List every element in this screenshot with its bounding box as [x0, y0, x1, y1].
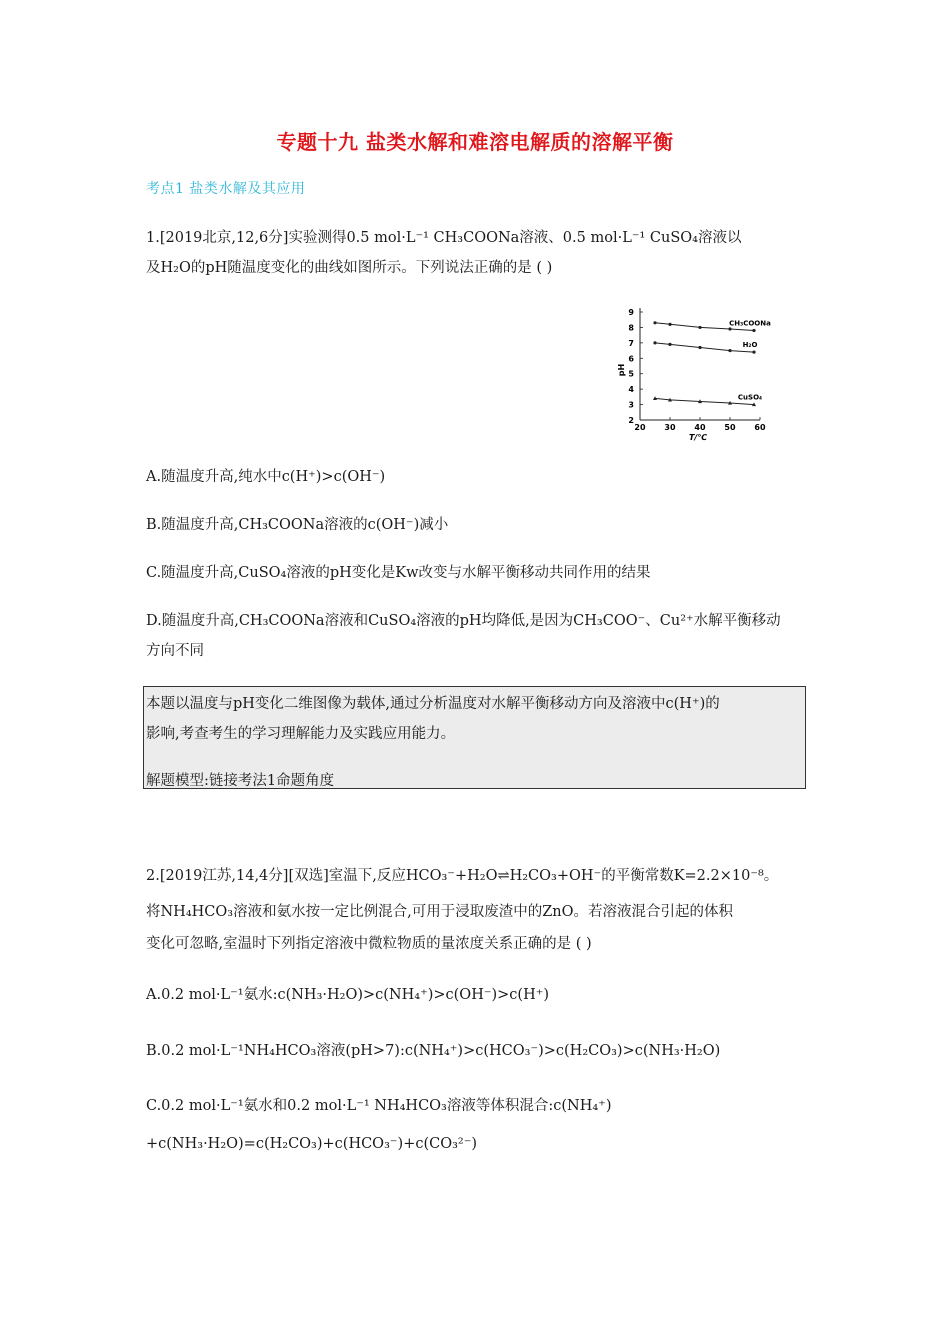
data-point: [668, 343, 671, 346]
q1-option-c: C.随温度升高,CuSO₄溶液的pH变化是Kw改变与水解平衡移动共同作用的结果: [146, 565, 651, 581]
series-label: CH₃COONa: [729, 319, 771, 328]
data-point: [752, 351, 755, 354]
x-axis-label: T/℃: [688, 433, 708, 442]
analysis-line-2: 影响,考查考生的学习理解能力及实践应用能力。: [146, 726, 456, 742]
y-axis-label: pH: [617, 363, 626, 377]
data-point: [653, 321, 656, 324]
q1-stem-line-1: 1.[2019北京,12,6分]实验测得0.5 mol·L⁻¹ CH₃COONa溶液、0.5 mol·L⁻¹ CuSO₄溶液以: [146, 230, 742, 246]
y-tick-label: 8: [628, 323, 634, 333]
x-tick-label: 60: [754, 423, 766, 432]
y-tick-label: 6: [628, 354, 634, 364]
data-point: [668, 323, 671, 326]
data-point: [698, 346, 701, 349]
y-tick-label: 5: [628, 369, 634, 379]
q2-stem-line-3: 变化可忽略,室温时下列指定溶液中微粒物质的量浓度关系正确的是 ( ): [146, 936, 592, 952]
page-title: 专题十九 盐类水解和难溶电解质的溶解平衡: [276, 130, 674, 154]
y-tick-label: 2: [628, 416, 634, 425]
ph-temperature-chart: [612, 300, 782, 445]
data-point: [698, 326, 701, 329]
data-point: [653, 341, 656, 344]
y-tick-label: 9: [628, 308, 634, 317]
section-heading: 考点1 盐类水解及其应用: [146, 181, 306, 197]
series-label: H₂O: [742, 341, 758, 350]
q1-stem-line-2: 及H₂O的pH随温度变化的曲线如图所示。下列说法正确的是 ( ): [146, 260, 553, 276]
data-point: [728, 349, 731, 352]
q2-stem-line-1: 2.[2019江苏,14,4分][双选]室温下,反应HCO₃⁻+H₂O⇌H₂CO₃+OH⁻的平衡常数K=2.2×10⁻⁸。: [146, 868, 779, 884]
q1-option-d-line-1: D.随温度升高,CH₃COONa溶液和CuSO₄溶液的pH均降低,是因为CH₃COO⁻、Cu²⁺水解平衡移动: [146, 613, 781, 629]
q1-option-d-line-2: 方向不同: [146, 643, 204, 659]
x-tick-label: 30: [664, 423, 676, 432]
y-tick-label: 3: [628, 400, 634, 410]
q2-option-b: B.0.2 mol·L⁻¹NH₄HCO₃溶液(pH>7):c(NH₄⁺)>c(HCO₃⁻)>c(H₂CO₃)>c(NH₃·H₂O): [146, 1043, 721, 1059]
y-tick-label: 7: [628, 338, 634, 348]
analysis-line-1: 本题以温度与pH变化二维图像为载体,通过分析温度对水解平衡移动方向及溶液中c(H⁺)的: [146, 696, 720, 712]
q2-option-c-line-2: +c(NH₃·H₂O)=c(H₂CO₃)+c(HCO₃⁻)+c(CO₃²⁻): [146, 1136, 478, 1152]
analysis-box: [143, 686, 806, 789]
q2-stem-line-2: 将NH₄HCO₃溶液和氨水按一定比例混合,可用于浸取废渣中的ZnO。若溶液混合引起的体积: [146, 904, 733, 920]
x-tick-label: 20: [634, 423, 646, 432]
y-tick-label: 4: [628, 385, 634, 395]
data-point: [728, 327, 731, 330]
series-label: CuSO₄: [737, 393, 763, 402]
analysis-model-line: 解题模型:链接考法1命题角度: [146, 773, 335, 789]
x-tick-label: 40: [694, 423, 706, 432]
q1-option-b: B.随温度升高,CH₃COONa溶液的c(OH⁻)减小: [146, 517, 449, 533]
q2-option-a: A.0.2 mol·L⁻¹氨水:c(NH₃·H₂O)>c(NH₄⁺)>c(OH⁻)>c(H⁺): [146, 987, 550, 1003]
data-point: [752, 329, 755, 332]
q1-option-a: A.随温度升高,纯水中c(H⁺)>c(OH⁻): [146, 469, 386, 485]
x-tick-label: 50: [724, 423, 736, 432]
q2-option-c-line-1: C.0.2 mol·L⁻¹氨水和0.2 mol·L⁻¹ NH₄HCO₃溶液等体积混合:c(NH₄⁺): [146, 1098, 612, 1114]
